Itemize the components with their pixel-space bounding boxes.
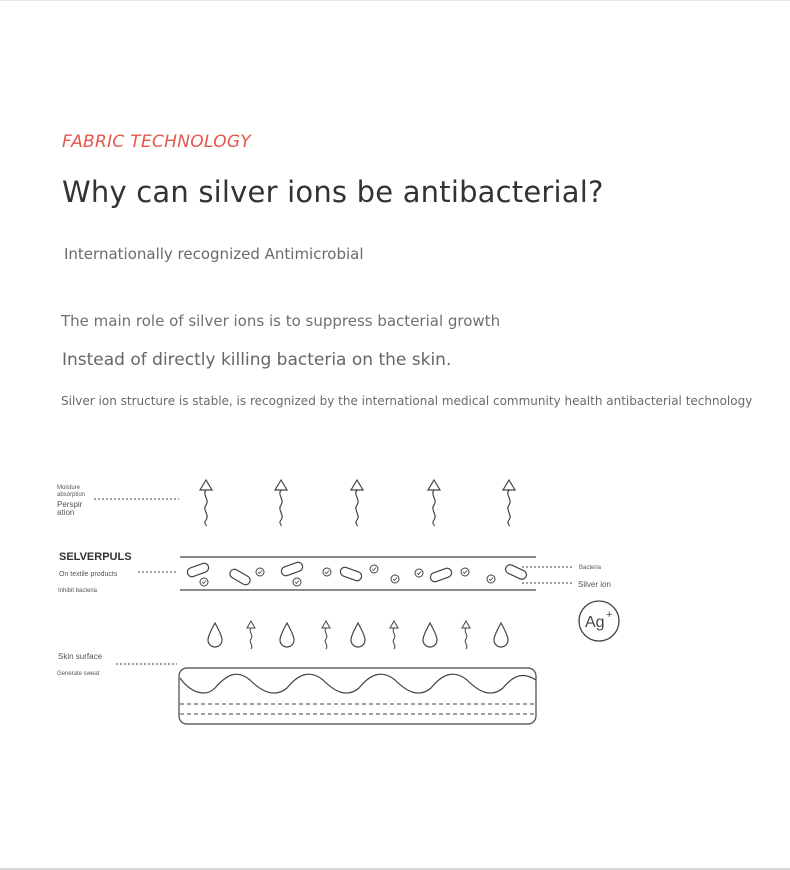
bacteria-icon	[429, 567, 453, 583]
label-perspiration-1: Perspir	[57, 500, 83, 509]
skin-layer	[179, 668, 536, 724]
bacteria-icon	[228, 568, 252, 587]
ag-ion-badge	[579, 601, 619, 641]
perspiration-arrow	[428, 480, 440, 526]
silver-ion-icon	[293, 578, 301, 586]
label-moisture-2: absorption	[57, 492, 86, 498]
silver-ion-diagram	[0, 470, 790, 740]
ag-charge: +	[606, 609, 613, 621]
silver-ion-icon	[256, 568, 264, 576]
sweat-arrow	[462, 621, 470, 649]
ag-symbol: Ag	[585, 614, 605, 631]
sweat-arrow	[247, 621, 255, 649]
sweat-drop-icon	[280, 623, 294, 647]
label-inhibit: Inhibit bacteria	[58, 588, 98, 594]
silver-ion-icon	[415, 569, 423, 577]
label-moisture-1: Moisture	[57, 485, 81, 491]
sweat-drop-icon	[351, 623, 365, 647]
label-perspiration-2: ation	[57, 508, 75, 517]
section-eyebrow: FABRIC TECHNOLOGY	[62, 132, 252, 152]
body-line-1: The main role of silver ions is to suppress bacterial growth	[61, 312, 501, 330]
bacteria-icon	[504, 563, 528, 580]
top-divider	[0, 0, 790, 1]
sweat-drop-icon	[208, 623, 222, 647]
bacteria-icon	[186, 562, 210, 578]
perspiration-arrow	[275, 480, 287, 526]
silver-ion-icon	[461, 568, 469, 576]
page-title: Why can silver ions be antibacterial?	[62, 175, 604, 209]
silver-ion-icon	[323, 568, 331, 576]
perspiration-arrow	[200, 480, 212, 526]
body-line-3: Silver ion structure is stable, is recognized by the international medical community health antibacterial technology	[61, 394, 753, 408]
label-skin-surface: Skin surface	[58, 652, 103, 661]
sweat-arrow	[322, 621, 330, 649]
sweat-arrow	[390, 621, 398, 649]
brand-label: SELVERPULS	[59, 551, 132, 563]
body-line-2: Instead of directly killing bacteria on the skin.	[62, 350, 452, 370]
page-subtitle: Internationally recognized Antimicrobial	[64, 245, 364, 263]
label-silver-ion: Silver ion	[578, 580, 611, 589]
sweat-drop-icon	[423, 623, 437, 647]
perspiration-arrow	[503, 480, 515, 526]
label-generate-sweat: Generate sweat	[57, 671, 100, 677]
silver-ion-icon	[200, 578, 208, 586]
silver-ion-icon	[370, 565, 378, 573]
label-on-textile: On textile products	[59, 571, 118, 578]
bacteria-icon	[280, 561, 304, 577]
bacteria-icon	[339, 566, 363, 582]
silver-ion-icon	[391, 575, 399, 583]
label-bacteria: Bacteria	[579, 565, 602, 571]
sweat-drop-icon	[494, 623, 508, 647]
perspiration-arrow	[351, 480, 363, 526]
silver-ion-icon	[487, 575, 495, 583]
